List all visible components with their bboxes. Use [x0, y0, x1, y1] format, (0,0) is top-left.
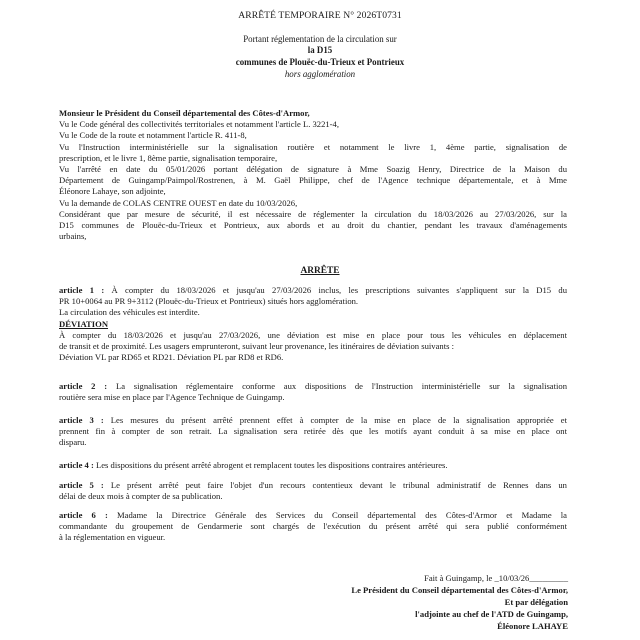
article-text: Les mesures du présent arrêté prennent effet à compter de la mise en place de la signalisation appropriée et	[103, 415, 567, 425]
article-text: délai de deux mois à compter de sa publication.	[59, 491, 223, 502]
article-text: commandante du groupement de Gendarmerie sont chargés de l'exécution du présent arrêté qui sera publié conformément	[59, 521, 567, 532]
deviation-text: À compter du 18/03/2026 et jusqu'au 27/03/2026, une déviation est mise en place pour tous les véhicules en déplacement	[59, 329, 567, 340]
place-date: Fait à Guingamp, le _10/03/26_________	[424, 573, 568, 583]
article-text: à la réglementation en vigueur.	[59, 532, 166, 543]
visa-line: Vu le Code général des collectivités territoriales et notamment l'article L. 3221-4,	[59, 119, 339, 130]
signatory-title: Le Président du Conseil départemental des Côtes-d'Armor,	[351, 585, 568, 595]
article-text: disparu.	[59, 437, 87, 448]
article-3	[59, 415, 567, 449]
scope-note: hors agglomération	[284, 69, 356, 79]
article-4	[59, 460, 567, 471]
article-text: La circulation des véhicules est interdite.	[59, 307, 200, 318]
article-1	[59, 285, 567, 363]
preamble	[59, 108, 567, 242]
decree-subtitle: Portant réglementation de la circulation sur	[243, 34, 397, 44]
decree-title: ARRÊTÉ TEMPORAIRE N° 2026T0731	[238, 10, 402, 21]
visa-line: Vu l'arrêté en date du 05/01/2026 portant délégation de signature à Mme Soazig Henry, Directrice de la Maison du	[59, 164, 567, 175]
article-5	[59, 480, 567, 502]
article-6	[59, 510, 567, 544]
deviation-text: de transit et de proximité. Les usagers emprunteront, suivant leur provenance, les itinéraires de déviation suivants :	[59, 341, 454, 352]
article-text: Le présent arrêté peut faire l'objet d'un recours contentieux devant le tribunal administratif de Rennes dans un	[103, 480, 567, 490]
article-label: article 3 :	[59, 415, 104, 425]
article-label: article 1 :	[59, 285, 105, 295]
article-text: routière sera mise en place par l'Agence Technique de Guingamp.	[59, 392, 285, 403]
signature-block	[351, 572, 568, 632]
article-text: Les dispositions du présent arrêté abrogent et remplacent toutes les dispositions contraires antérieures.	[93, 460, 448, 470]
article-text: La signalisation réglementaire conforme aux dispositions de l'Instruction interministérielle sur la signalisation	[107, 381, 567, 391]
deviation-text: Déviation VL par RD65 et RD21. Déviation PL par RD8 et RD6.	[59, 352, 284, 363]
article-label: article 5 :	[59, 480, 104, 490]
article-text: prennent fin à compter de son retrait. La signalisation sera retirée dès que les motifs ayant conduit à sa mise en place ont	[59, 426, 567, 437]
communes-name: communes de Plouëc-du-Trieux et Pontrieux	[235, 57, 405, 67]
deviation-heading: DÉVIATION	[59, 318, 109, 329]
considerant-line: urbains,	[59, 231, 87, 242]
article-text: PR 10+0064 au PR 9+3112 (Plouëc-du-Trieux et Pontrieux) situés hors agglomération.	[59, 296, 359, 307]
considerant-line: Considérant que par mesure de sécurité, il est nécessaire de réglementer la circulation du 18/03/2026 au 27/03/2026, sur la	[59, 208, 567, 219]
article-label: article 4 :	[59, 460, 94, 470]
article-label: article 2 :	[59, 381, 108, 391]
visa-line: prescription, et le livre 1, 8ème partie, signalisation temporaire,	[59, 152, 278, 163]
delegation-line: Et par délégation	[504, 597, 568, 607]
article-text: À compter du 18/03/2026 et jusqu'au 27/03/2026 inclus, les prescriptions suivantes s'appliquent sur la D15 du	[104, 285, 567, 295]
authority-line: Monsieur le Président du Conseil départemental des Côtes-d'Armor,	[59, 108, 310, 118]
visa-line: Éléonore Lahaye, son adjointe,	[59, 186, 166, 197]
article-2	[59, 381, 567, 403]
signatory-name: Éléonore LAHAYE	[497, 621, 568, 631]
article-label: article 6 :	[59, 510, 108, 520]
considerant-line: D15 communes de Plouëc-du-Trieux et Pontrieux, aux abords et au droit du chantier, pendant les travaux d'aménagements	[59, 220, 567, 231]
visa-line: Vu le Code de la route et notamment l'article R. 411-8,	[59, 130, 247, 141]
visa-line: Département de Guingamp/Paimpol/Rostrenen, à M. Gaël Philippe, chef de l'Agence technique départementale, et à Mme	[59, 175, 567, 186]
road-name: la D15	[307, 45, 333, 55]
visa-line: Vu la demande de COLAS CENTRE OUEST en date du 10/03/2026,	[59, 197, 298, 208]
arrete-heading: ARRÊTE	[300, 266, 340, 276]
signatory-role: l'adjointe au chef de l'ATD de Guingamp,	[415, 609, 568, 619]
article-text: Madame la Directrice Générale des Services du Conseil départemental des Côtes-d'Armor et Madame la	[107, 510, 567, 520]
visa-line: Vu l'Instruction interministérielle sur la signalisation routière et notamment le livre 1, 4ème partie, signalisation de	[59, 141, 567, 152]
